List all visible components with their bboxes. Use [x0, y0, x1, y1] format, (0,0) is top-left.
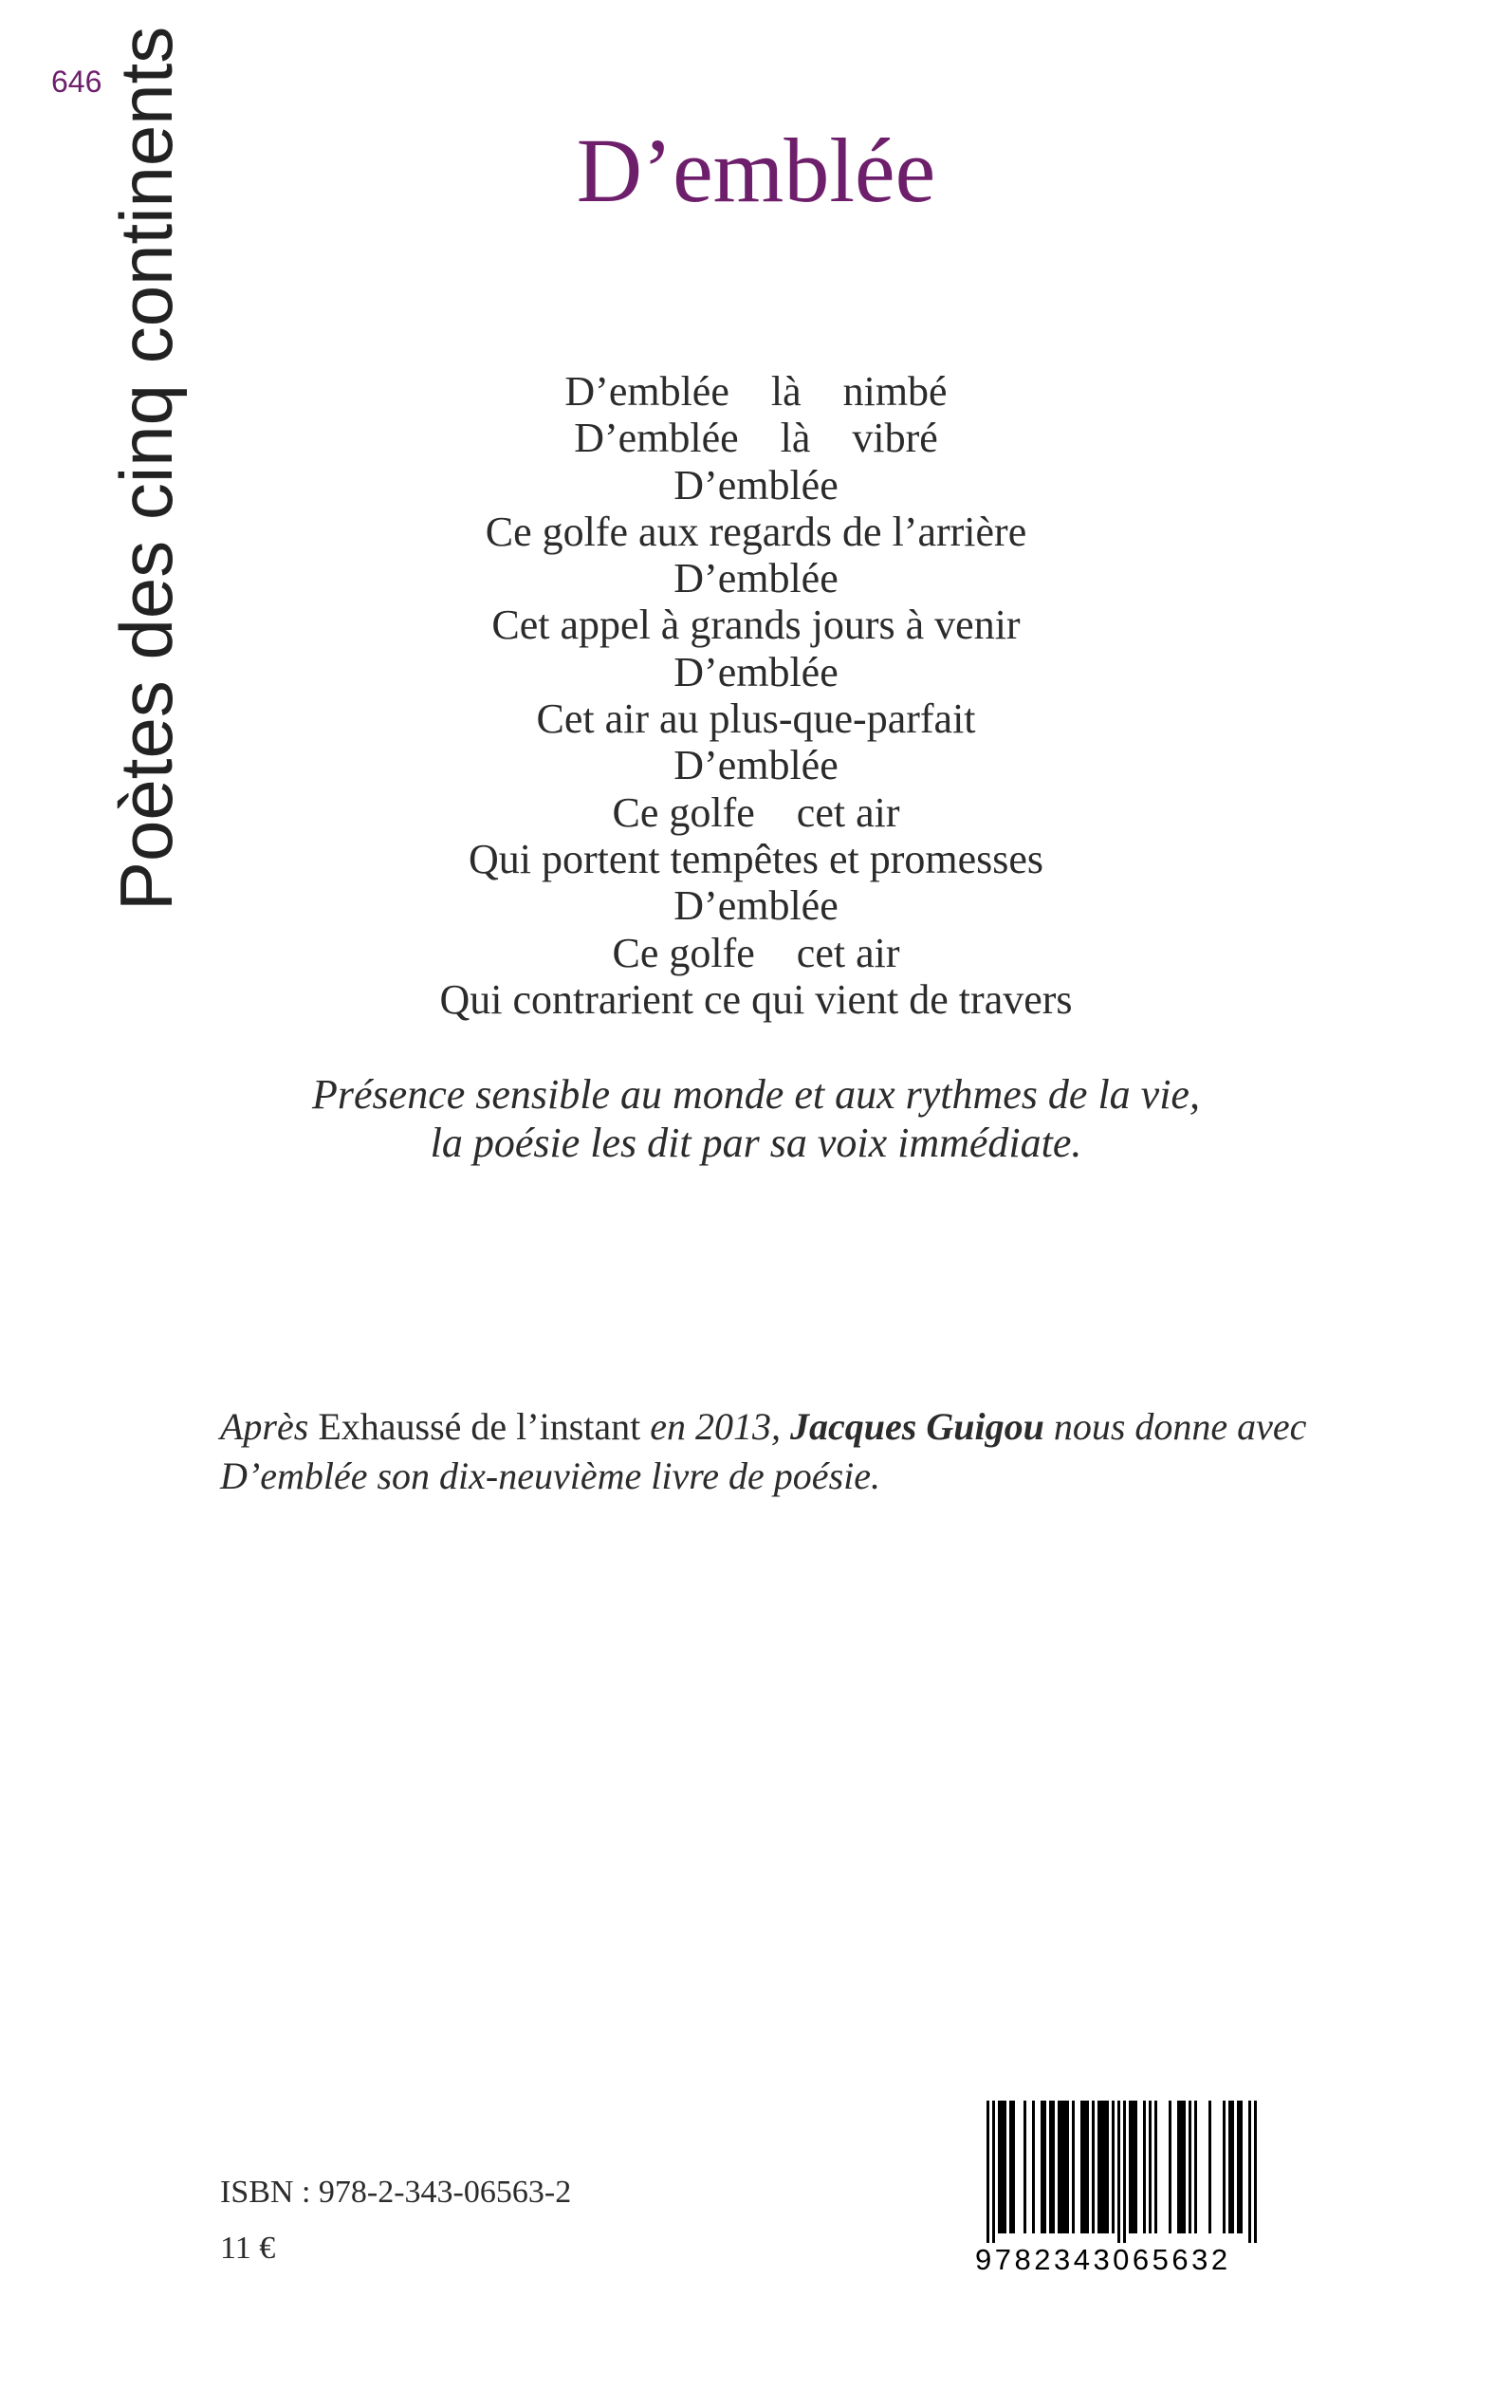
barcode-bar — [1012, 2101, 1015, 2233]
poem-line: Qui portent tempêtes et promesses — [468, 835, 1044, 882]
barcode-bar — [1143, 2101, 1146, 2233]
previous-book-title: Exhaussé de l’instant — [318, 1405, 641, 1448]
series-name: Poètes des cinq continents — [104, 26, 188, 911]
barcode-bar — [1097, 2101, 1100, 2233]
barcode-bar — [1208, 2101, 1211, 2233]
barcode-bar — [1254, 2101, 1257, 2243]
barcode-bar — [992, 2101, 995, 2243]
barcode-bar — [1194, 2101, 1197, 2233]
about-prefix: Après — [220, 1405, 309, 1448]
barcode-bar — [1149, 2101, 1152, 2233]
poem-line: Ce golfe aux regards de l’arrière — [485, 508, 1027, 555]
about-suffix: nous donne avec D’emblée son dix-neuvième livre de poésie. — [220, 1405, 1307, 1497]
barcode-bar — [1248, 2101, 1251, 2243]
poem-line: D’emblée — [673, 882, 839, 930]
about-author — [220, 1402, 1311, 1501]
tagline — [190, 1070, 1322, 1167]
barcode-bar — [1177, 2101, 1180, 2233]
barcode-digits: 9782343065632 — [975, 2243, 1231, 2276]
barcode-bar — [1132, 2101, 1134, 2233]
barcode-bar — [1183, 2101, 1186, 2233]
tagline-line-1: Présence sensible au monde et aux rythmes de la vie, — [312, 1071, 1200, 1118]
poem-line: Ce golfe cet air — [612, 788, 900, 836]
barcode-bar — [1228, 2101, 1231, 2233]
barcode-bar — [986, 2101, 989, 2243]
barcode-bar — [1240, 2101, 1243, 2233]
tagline-line-2: la poésie les dit par sa voix immédiate. — [430, 1120, 1082, 1166]
barcode-bar — [1086, 2101, 1089, 2233]
poem-line: D’emblée — [673, 555, 839, 602]
poem-line: D’emblée là vibré — [574, 415, 938, 462]
barcode-bars — [971, 2101, 1271, 2243]
barcode-bar — [1117, 2101, 1120, 2243]
barcode-bar — [1123, 2101, 1126, 2243]
barcode-bar — [1223, 2101, 1226, 2233]
poem-line: Cet air au plus-que-parfait — [536, 695, 976, 743]
barcode-bar — [1041, 2101, 1043, 2233]
barcode-bar — [1049, 2101, 1052, 2233]
price: 11 € — [220, 2231, 276, 2266]
barcode-bar — [1052, 2101, 1055, 2233]
barcode-bar — [1072, 2101, 1075, 2233]
barcode-bar — [1103, 2101, 1106, 2233]
book-title: D’emblée — [576, 120, 936, 221]
barcode-bar — [1060, 2101, 1063, 2233]
barcode-bar — [1180, 2101, 1183, 2233]
barcode-bar — [1129, 2101, 1132, 2233]
barcode-bar — [1032, 2101, 1035, 2233]
barcode-bar — [1043, 2101, 1046, 2233]
barcode-bar — [1009, 2101, 1012, 2233]
barcode-bar — [1154, 2101, 1157, 2233]
barcode-bar — [1080, 2101, 1083, 2233]
barcode-bar — [1023, 2101, 1026, 2233]
barcode-bar — [1134, 2101, 1137, 2233]
series-number: 646 — [51, 65, 102, 99]
isbn: ISBN : 978-2-343-06563-2 — [220, 2175, 572, 2210]
barcode-bar — [1083, 2101, 1086, 2233]
author-name: Jacques Guigou — [790, 1405, 1044, 1448]
barcode-bar — [1189, 2101, 1191, 2233]
about-year: en 2013, — [650, 1405, 782, 1448]
barcode-bar — [1066, 2101, 1069, 2233]
poem-excerpt — [190, 368, 1322, 1023]
poem-line: D’emblée — [673, 742, 839, 789]
barcode-bar — [1058, 2101, 1060, 2233]
poem-line: Qui contrarient ce qui vient de travers — [439, 975, 1073, 1023]
poem-line: Cet appel à grands jours à venir — [491, 602, 1021, 649]
barcode-bar — [1004, 2101, 1006, 2233]
barcode-bar — [1112, 2101, 1115, 2233]
barcode — [971, 2101, 1271, 2279]
poem-line: Ce golfe cet air — [612, 929, 900, 976]
barcode-bar — [998, 2101, 1001, 2233]
poem-line: D’emblée — [673, 461, 839, 509]
barcode-bar — [1063, 2101, 1066, 2233]
poem-line: D’emblée — [673, 648, 839, 695]
barcode-bar — [1092, 2101, 1095, 2233]
barcode-bar — [1237, 2101, 1240, 2233]
poem-line: D’emblée là nimbé — [564, 368, 948, 415]
barcode-bar — [1231, 2101, 1234, 2233]
barcode-bar — [1169, 2101, 1171, 2233]
barcode-bar — [1100, 2101, 1103, 2233]
barcode-bar — [1106, 2101, 1109, 2233]
barcode-bar — [1001, 2101, 1004, 2233]
